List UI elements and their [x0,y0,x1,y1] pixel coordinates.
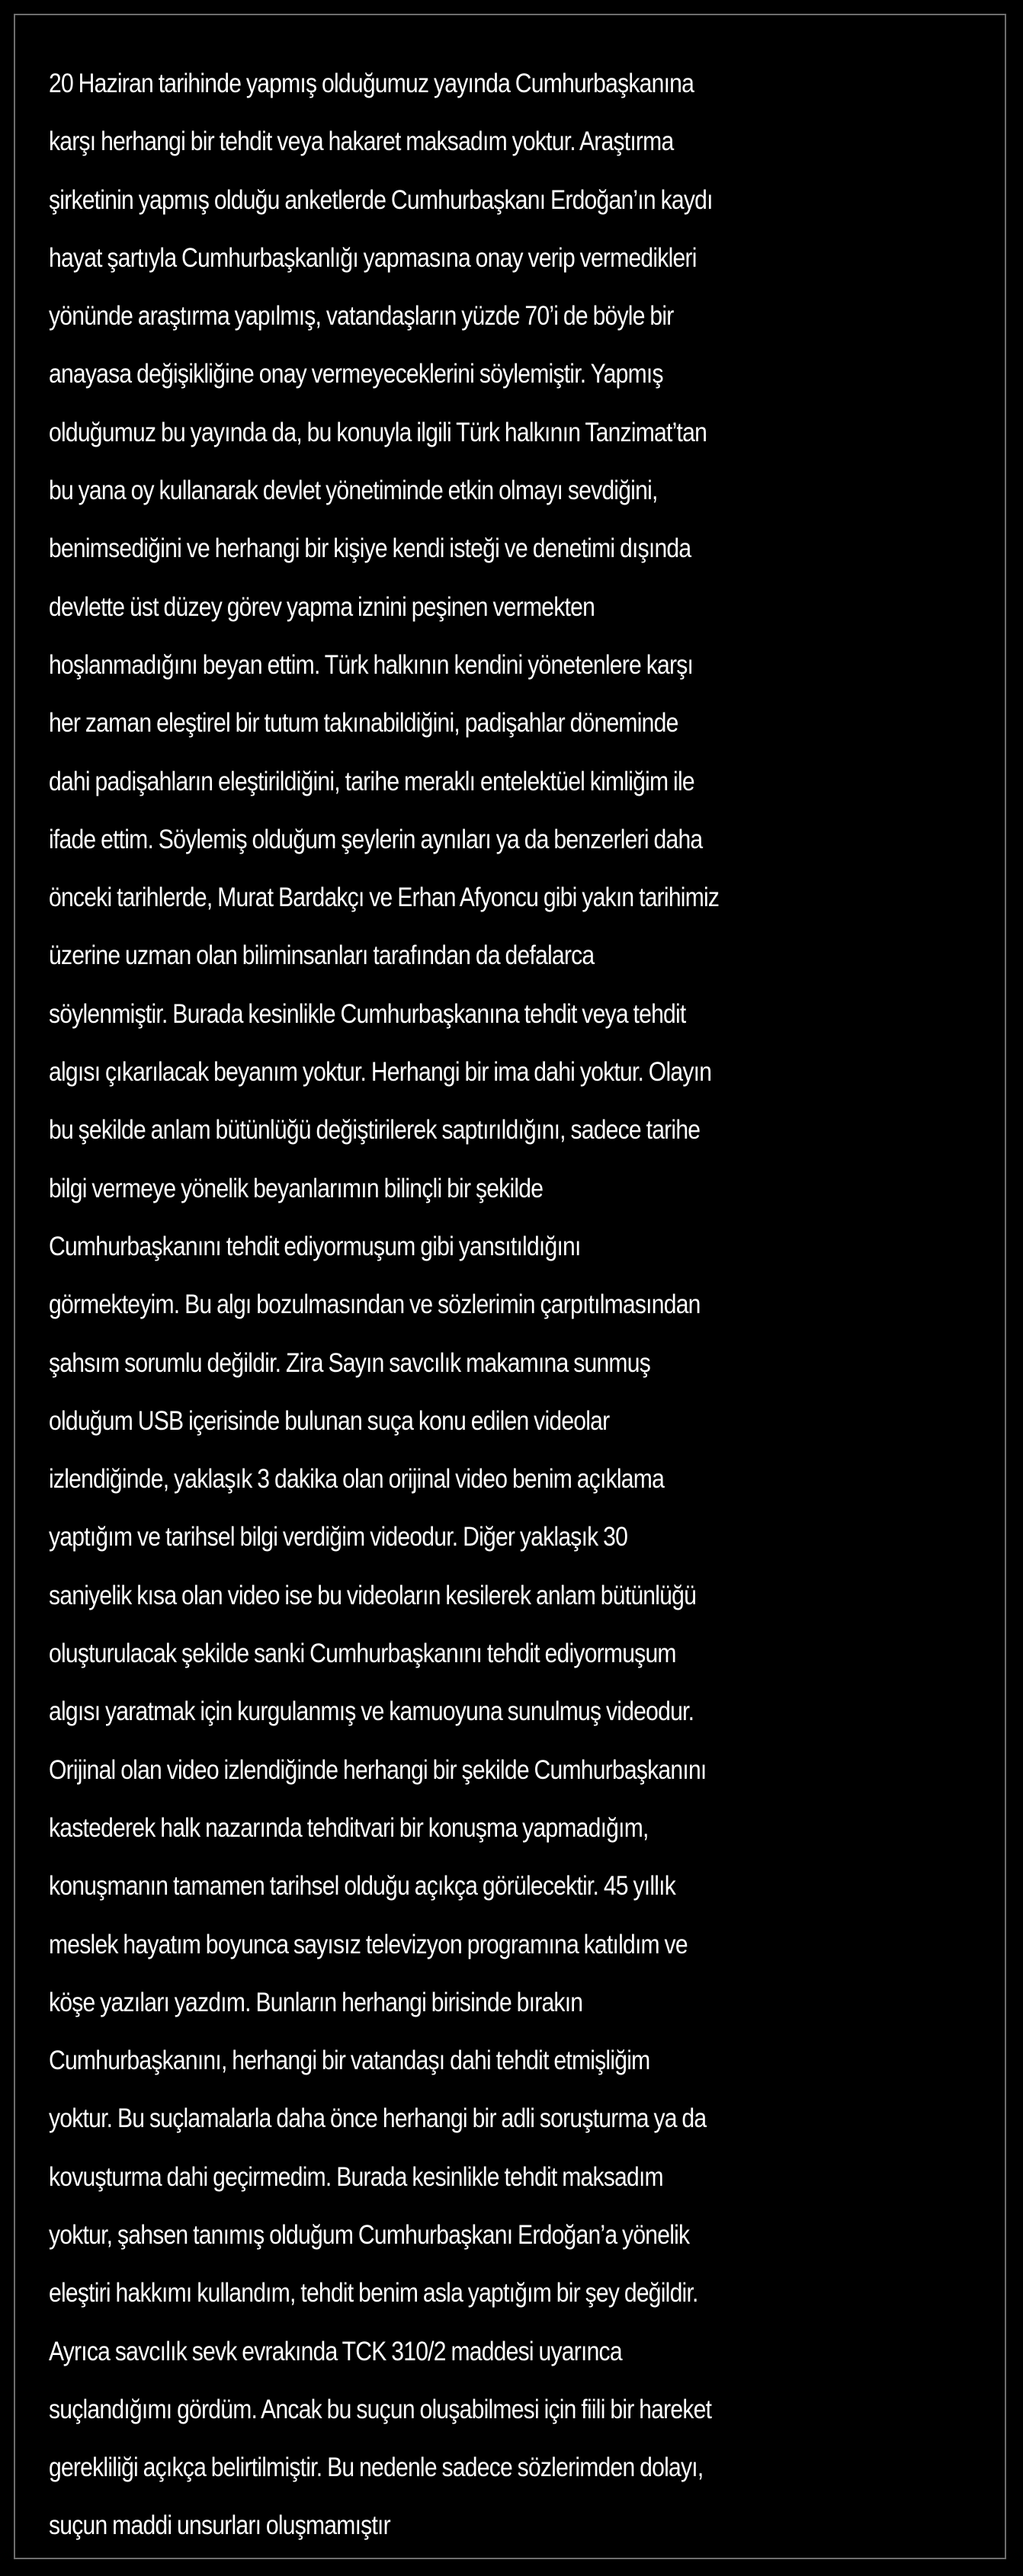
statement-line: suçlandığımı gördüm. Ancak bu suçun oluşabilmesi için fiili bir hareket [49,2394,712,2424]
statement-line: her zaman eleştirel bir tutum takınabildiğini, padişahlar döneminde [49,708,678,739]
statement-line: saniyelik kısa olan video ise bu videoların kesilerek anlam bütünlüğü [49,1580,697,1610]
statement-frame [14,14,1006,2559]
statement-line: olduğum USB içerisinde bulunan suça konu edilen videolar [49,1405,610,1436]
statement-line: bilgi vermeye yönelik beyanlarımın bilinçli bir şekilde [49,1173,544,1203]
statement-line: önceki tarihlerde, Murat Bardakçı ve Erhan Afyoncu gibi yakın tarihimiz [49,883,720,913]
statement-line: olduğumuz bu yayında da, bu konuyla ilgili Türk halkının Tanzimat’tan [49,417,707,447]
statement-line: meslek hayatım boyunca sayısız televizyon programına katıldım ve [49,1929,688,1959]
statement-line: hoşlanmadığını beyan ettim. Türk halkının kendini yönetenlere karşı [49,649,694,680]
statement-line: algısı çıkarılacak beyanım yoktur. Herhangi bir ima dahi yoktur. Olayın [49,1057,712,1088]
statement-line: hayat şartıyla Cumhurbaşkanlığı yapmasına onay verip vermedikleri [49,242,697,273]
statement-line: görmekteyim. Bu algı bozulmasından ve sözlerimin çarpıtılmasından [49,1290,701,1320]
statement-line: oluşturulacak şekilde sanki Cumhurbaşkanını tehdit ediyormuşum [49,1639,676,1669]
statement-line: yönünde araştırma yapılmış, vatandaşların yüzde 70’i de böyle bir [49,301,674,332]
statement-line: Cumhurbaşkanını tehdit ediyormuşum gibi yansıtıldığını [49,1231,581,1261]
statement-line: karşı herhangi bir tehdit veya hakaret maksadım yoktur. Araştırma [49,127,674,157]
statement-line: gerekliliği açıkça belirtilmiştir. Bu nedenle sadece sözlerimden dolayı, [49,2453,704,2483]
statement-line: söylenmiştir. Burada kesinlikle Cumhurbaşkanına tehdit veya tehdit [49,998,686,1029]
statement-line: şirketinin yapmış olduğu anketlerde Cumhurbaşkanı Erdoğan’ın kaydı [49,184,713,215]
statement-line: kovuşturma dahi geçirmedim. Burada kesinlikle tehdit maksadım [49,2161,663,2192]
statement-line: ifade ettim. Söylemiş olduğum şeylerin aynıları ya da benzerleri daha [49,824,703,854]
statement-line: 20 Haziran tarihinde yapmış olduğumuz yayında Cumhurbaşkanına [49,69,694,98]
statement-text [49,55,986,2555]
statement-line: devlette üst düzey görev yapma iznini peşinen vermekten [49,591,595,622]
statement-line: izlendiğinde, yaklaşık 3 dakika olan orijinal video benim açıklama [49,1464,665,1495]
statement-line: yaptığım ve tarihsel bilgi verdiğim videodur. Diğer yaklaşık 30 [49,1522,628,1552]
statement-line: konuşmanın tamamen tarihsel olduğu açıkça görülecektir. 45 yıllık [49,1871,676,1902]
statement-line: köşe yazıları yazdım. Bunların herhangi birisinde bırakın [49,1987,583,2017]
statement-line: Ayrıca savcılık sevk evrakında TCK 310/2 maddesi uyarınca [49,2336,622,2366]
statement-line: suçun maddi unsurları oluşmamıştır [49,2510,390,2541]
statement-line: Cumhurbaşkanını, herhangi bir vatandaşı dahi tehdit etmişliğim [49,2046,650,2076]
statement-line: bu yana oy kullanarak devlet yönetiminde etkin olmayı sevdiğini, [49,476,658,506]
statement-line: dahi padişahların eleştirildiğini, tarihe meraklı entelektüel kimliğim ile [49,766,694,796]
statement-line: algısı yaratmak için kurgulanmış ve kamuoyuna sunulmuş videodur. [49,1697,694,1727]
statement-line: şahsım sorumlu değildir. Zira Sayın savcılık makamına sunmuş [49,1347,650,1378]
statement-line: Orijinal olan video izlendiğinde herhangi bir şekilde Cumhurbaşkanını [49,1754,707,1785]
statement-line: kastederek halk nazarında tehditvari bir konuşma yapmadığım, [49,1812,649,1843]
statement-line: üzerine uzman olan biliminsanları tarafından da defalarca [49,940,595,971]
statement-line: benimsediğini ve herhangi bir kişiye kendi isteği ve denetimi dışında [49,533,691,564]
statement-line: eleştiri hakkımı kullandım, tehdit benim asla yaptığım bir şey değildir. [49,2278,698,2308]
statement-line: anayasa değişikliğine onay vermeyeceklerini söylemiştir. Yapmış [49,359,663,389]
statement-line: yoktur. Bu suçlamalarla daha önce herhangi bir adli soruşturma ya da [49,2103,707,2134]
statement-line: yoktur, şahsen tanımış olduğum Cumhurbaşkanı Erdoğan’a yönelik [49,2219,690,2250]
statement-line: bu şekilde anlam bütünlüğü değiştirilerek saptırıldığını, sadece tarihe [49,1115,701,1145]
